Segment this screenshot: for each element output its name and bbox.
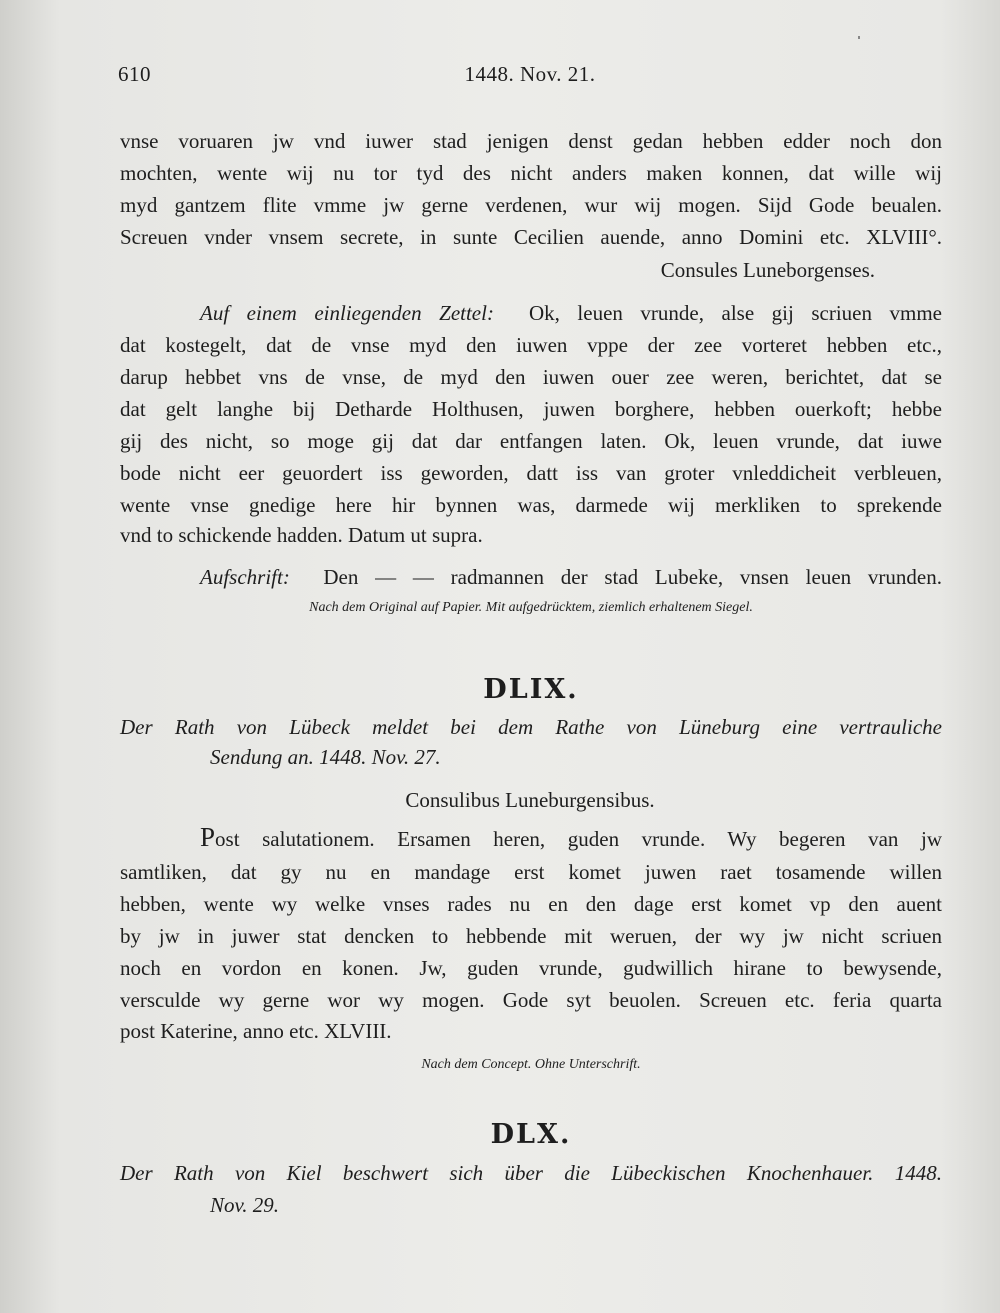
source-note: Nach dem Concept. Ohne Unterschrift. bbox=[421, 1057, 641, 1072]
paper-speck bbox=[858, 36, 860, 39]
address-line bbox=[120, 562, 942, 592]
source-note: Nach dem Original auf Papier. Mit aufgedrücktem, ziemlich erhaltenem Siegel. bbox=[309, 600, 753, 615]
text-line: noch en vordon en konen. Jw, guden vrunde, gudwillich hirane to bewysende, bbox=[120, 956, 942, 980]
salutation: Consulibus Luneburgensibus. bbox=[405, 788, 655, 812]
text-line bbox=[120, 298, 942, 328]
rubric-line: Sendung an. 1448. Nov. 27. bbox=[210, 745, 441, 769]
text-line: myd gantzem flite vmme jw gerne verdenen, wur wij mogen. Sijd Gode beualen. bbox=[120, 193, 942, 217]
text-line: samtliken, dat gy nu en mandage erst komet juwen raet tosamende willen bbox=[120, 860, 942, 884]
drop-cap: P bbox=[200, 822, 216, 852]
document-number: DLX. bbox=[490, 1119, 572, 1150]
text-line: bode nicht eer geuordert iss geworden, datt iss van groter vnleddicheit verbleuen, bbox=[120, 461, 942, 485]
text-line: gij des nicht, so moge gij dat dar entfangen laten. Ok, leuen vrunde, dat iuwe bbox=[120, 429, 942, 453]
page-number: 610 bbox=[118, 62, 151, 86]
running-head: 1448. Nov. 21. bbox=[464, 62, 596, 86]
text-line: vnse voruaren jw vnd iuwer stad jenigen denst gedan hebben edder noch don bbox=[120, 129, 942, 153]
text-line: versculde wy gerne wor wy mogen. Gode syt beuolen. Screuen etc. feria quarta bbox=[120, 988, 942, 1012]
text-fragment: ost salutationem. Ersamen heren, guden vrunde. Wy begeren van jw bbox=[215, 827, 942, 851]
text-fragment: Ok, leuen vrunde, alse gij scriuen vmme bbox=[529, 301, 942, 325]
address-label: Aufschrift: bbox=[200, 565, 290, 589]
rubric-line: Der Rath von Lübeck meldet bei dem Rathe von Lüneburg eine vertrauliche bbox=[120, 715, 942, 739]
text-line: dat gelt langhe bij Detharde Holthusen, juwen borghere, hebben ouerkoft; hebbe bbox=[120, 397, 942, 421]
text-line: mochten, wente wij nu tor tyd des nicht anders maken konnen, dat wille wij bbox=[120, 161, 942, 185]
text-line: vnd to schickende hadden. Datum ut supra. bbox=[120, 523, 483, 547]
rubric-line: Nov. 29. bbox=[210, 1193, 280, 1217]
text-line: wente vnse gnedige here hir bynnen was, darmede wij merkliken to sprekende bbox=[120, 493, 942, 517]
address-text: Den — — radmannen der stad Lubeke, vnsen leuen vrunden. bbox=[323, 565, 942, 589]
text-line: by jw in juwer stat dencken to hebbende mit weruen, der wy jw nicht scriuen bbox=[120, 924, 942, 948]
annotation-label: Auf einem einliegenden Zettel: bbox=[200, 301, 494, 325]
text-line: hebben, wente wy welke vnses rades nu en den dage erst komet vp den auent bbox=[120, 892, 942, 916]
text-line bbox=[120, 822, 942, 852]
page-header bbox=[118, 62, 942, 92]
text-line: dat kostegelt, dat de vnse myd den iuwen vppe der zee vorteret hebben etc., bbox=[120, 333, 942, 357]
text-line: Screuen vnder vnsem secrete, in sunte Cecilien auende, anno Domini etc. XLVIII°. bbox=[120, 225, 942, 249]
text-line: post Katerine, anno etc. XLVIII. bbox=[120, 1019, 392, 1043]
document-number: DLIX. bbox=[483, 674, 579, 705]
signature: Consules Luneborgenses. bbox=[660, 258, 875, 282]
rubric-line: Der Rath von Kiel beschwert sich über die Lübeckischen Knochenhauer. 1448. bbox=[120, 1161, 942, 1185]
text-line: darup hebbet vns de vnse, de myd den iuwen ouer zee weren, berichtet, dat se bbox=[120, 365, 942, 389]
